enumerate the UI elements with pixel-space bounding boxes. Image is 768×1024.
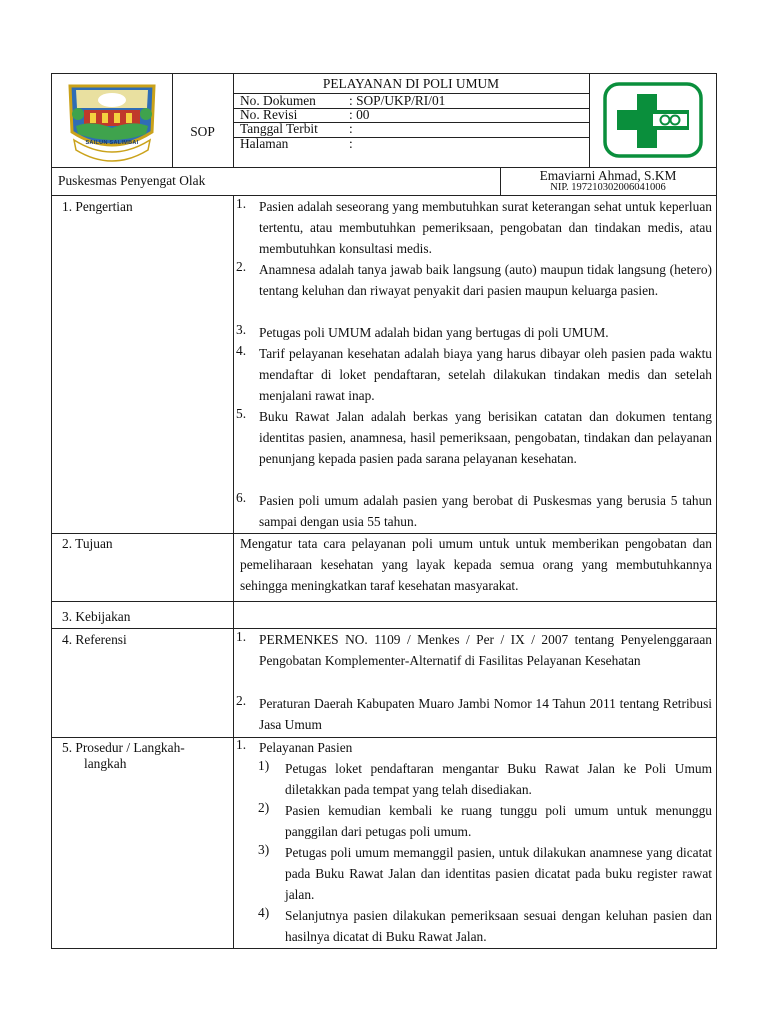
list-item-number: 1.: [236, 629, 247, 644]
field-label-halaman: Halaman: [240, 136, 289, 151]
document-title: PELAYANAN DI POLI UMUM: [322, 76, 500, 91]
list-item: [236, 693, 712, 735]
field-value-tanggal-terbit: :: [349, 121, 353, 136]
list-item-text: Anamnesa adalah tanya jawab baik langsung (auto) maupun tidak langsung (hetero) tentang keluhan dan riwayat penyakit dari pasien maupun keluarga pasien.: [259, 262, 712, 298]
signer-nip: NIP. 197210302006041006: [550, 182, 666, 193]
list-item-number: 2.: [236, 259, 247, 274]
field-value-no-revisi: : 00: [349, 107, 370, 122]
list-item-number: 1.: [236, 196, 247, 211]
field-label-tanggal-terbit: Tanggal Terbit: [240, 121, 318, 136]
procedure-heading-text: Pelayanan Pasien: [259, 740, 353, 755]
list-item-number: 5.: [236, 406, 247, 421]
list-item: [236, 343, 712, 406]
procedure-step-number: 4): [258, 905, 270, 920]
list-item-text: PERMENKES NO. 1109 / Menkes / Per / IX / 2007 tentang Penyelenggaraan Pengobatan Komplementer-Alternatif di Fasilitas Pelayanan Kesehatan: [259, 632, 712, 668]
list-item: [236, 629, 712, 671]
signer-name: Emaviarni Ahmad, S.KM: [539, 168, 677, 183]
list-item-text: Pasien poli umum adalah pasien yang berobat di Puskesmas yang berusia 5 tahun sampai dengan usia 55 tahun.: [259, 493, 712, 529]
health-cross-icon: [603, 82, 703, 158]
list-item-number: 2.: [236, 693, 247, 708]
list-item: [236, 406, 712, 469]
section-label-prosedur-cont: langkah: [84, 756, 127, 771]
procedure-step-number: 2): [258, 800, 270, 815]
section-label-prosedur: 5. Prosedur / Langkah-: [62, 740, 185, 755]
sop-label: SOP: [190, 124, 215, 139]
section-label-pengertian: 1. Pengertian: [62, 199, 133, 214]
tujuan-text: Mengatur tata cara pelayanan poli umum untuk untuk memberikan pengobatan dan pemeliharaan kesehatan yang layak kepada semua orang yang membutuhkannya sehingga meningkatkan taraf kesehatan masyarakat.: [240, 536, 712, 593]
procedure-step: [258, 800, 712, 842]
field-value-halaman: :: [349, 136, 353, 151]
procedure-step-number: 3): [258, 842, 270, 857]
procedure-step: [258, 758, 712, 800]
list-item-text: Buku Rawat Jalan adalah berkas yang berisikan catatan dan dokumen tentang identitas pasien, anamnesa, hasil pemeriksaan, pengobatan, tindakan dan pelayanan penunjang kepada pasien pada sarana pelayanan kesehatan.: [259, 409, 712, 466]
section-label-kebijakan: 3. Kebijakan: [62, 609, 131, 624]
procedure-step-text: Petugas loket pendaftaran mengantar Buku Rawat Jalan ke Poli Umum diletakkan pada tempat yang telah disediakan.: [285, 761, 712, 797]
list-item-text: Pasien adalah seseorang yang membutuhkan surat keterangan sehat untuk keperluan tertentu, atau membutuhkan pemeriksaan, pengobatan dan tindakan medis, atau membutuhkan konsultasi medis.: [259, 199, 712, 256]
list-item-text: Petugas poli UMUM adalah bidan yang bertugas di poli UMUM.: [259, 325, 609, 340]
logo-motto: SAILUN SALIMBAI: [85, 140, 139, 146]
procedure-step: [258, 842, 712, 905]
list-item: [236, 196, 712, 259]
procedure-heading: [236, 737, 712, 758]
list-item-number: 6.: [236, 490, 247, 505]
institution-name: Puskesmas Penyengat Olak: [58, 173, 206, 188]
procedure-step-text: Petugas poli umum memanggil pasien, untuk dilakukan anamnese yang dicatat pada Buku Rawat Jalan dan identitas pasien dicatat pada buku register rawat jalan.: [285, 845, 712, 902]
list-item-number: 4.: [236, 343, 247, 358]
procedure-step-number: 1): [258, 758, 270, 773]
procedure-step-text: Pasien kemudian kembali ke ruang tunggu poli umum untuk menunggu panggilan dari petugas poli umum.: [285, 803, 712, 839]
field-value-no-dokumen: : SOP/UKP/RI/01: [349, 93, 446, 108]
list-item: [236, 259, 712, 301]
section-label-referensi: 4. Referensi: [62, 632, 127, 647]
puskesmas-logo: [603, 82, 703, 158]
regency-logo: [62, 80, 162, 162]
field-label-no-dokumen: No. Dokumen: [240, 93, 316, 108]
list-item-text: Tarif pelayanan kesehatan adalah biaya yang harus dibayar oleh pasien pada waktu mendaftar di loket pendaftaran, setelah dilakukan tindakan medis dan setelah menjalani rawat inap.: [259, 346, 712, 403]
procedure-step: [258, 905, 712, 947]
procedure-step-text: Selanjutnya pasien dilakukan pemeriksaan sesuai dengan keluhan pasien dan hasilnya dicatat di Buku Rawat Jalan.: [285, 908, 712, 944]
field-label-no-revisi: No. Revisi: [240, 107, 298, 122]
list-item: [236, 322, 712, 343]
procedure-heading-number: 1.: [236, 737, 247, 752]
list-item-text: Peraturan Daerah Kabupaten Muaro Jambi Nomor 14 Tahun 2011 tentang Retribusi Jasa Umum: [259, 696, 712, 732]
section-label-tujuan: 2. Tujuan: [62, 536, 113, 551]
list-item: [236, 490, 712, 532]
list-item-number: 3.: [236, 322, 247, 337]
regency-emblem-icon: [62, 80, 162, 162]
